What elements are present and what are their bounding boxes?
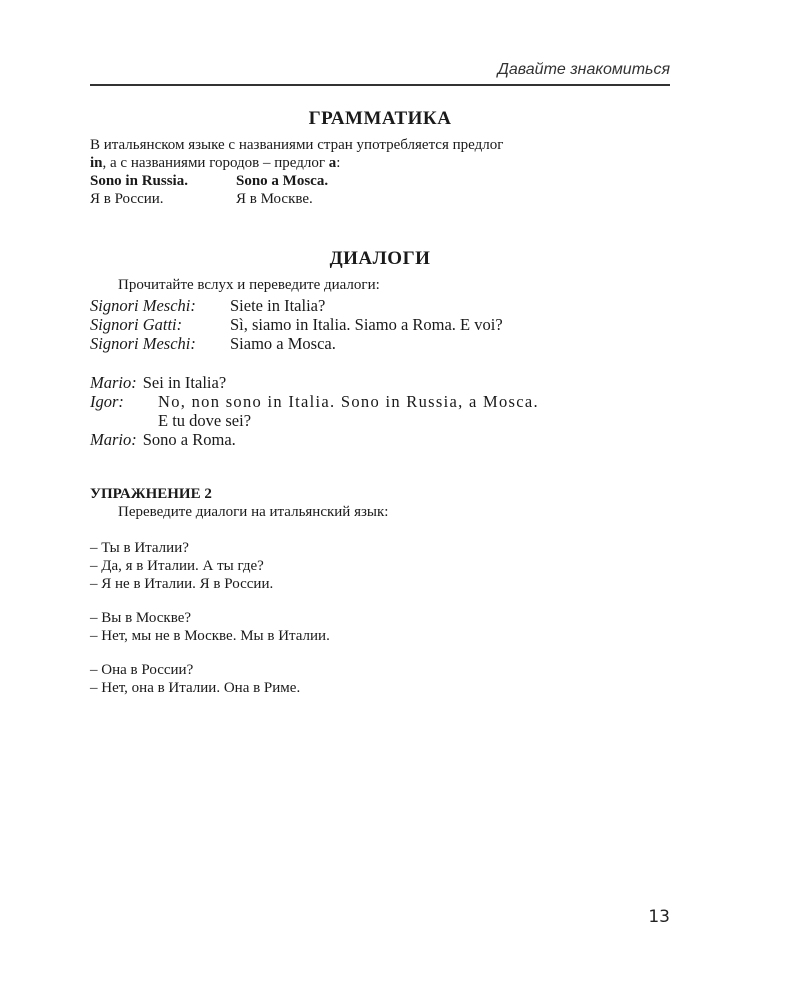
grammar-rule-end: : (336, 155, 341, 171)
exercise-group-3 (90, 661, 670, 697)
dialog-line (90, 373, 670, 392)
dialog-speech: Sei in Italia? (142, 373, 227, 392)
exercise-group-2 (90, 609, 670, 645)
exercise-line: – Вы в Москве? (90, 610, 192, 626)
dialog-speech: Siete in Italia? (230, 296, 326, 315)
example-russian-1: Я в России. (90, 191, 164, 207)
grammar-title: ГРАММАТИКА (308, 108, 452, 129)
dialog-speech: Sì, siamo in Italia. Siamo a Roma. E voi? (230, 315, 503, 334)
dialog-speaker: Mario: (90, 430, 137, 449)
grammar-rule-line-2 (90, 154, 670, 172)
example-russian-2: Я в Москве. (236, 191, 313, 207)
exercise-line: – Да, я в Италии. А ты где? (90, 558, 264, 574)
page-content (90, 108, 670, 697)
spacer (90, 449, 670, 485)
exercise-line: – Я не в Италии. Я в России. (90, 576, 274, 592)
dialog-speech-text: No, non sono in Italia. Sono in Russia, a Mosca. (158, 392, 539, 411)
dialogs-section (90, 248, 670, 449)
example-italian-2: Sono a Mosca. (236, 173, 329, 189)
grammar-section (90, 108, 670, 208)
dialog-line (90, 334, 670, 353)
spacer (90, 593, 670, 609)
dialog-speaker: Signori Gatti: (90, 315, 183, 334)
grammar-rule-middle: , а с названиями городов – предлог (102, 155, 329, 171)
example-italian-1: Sono in Russia. (90, 173, 188, 189)
dialog-speech: Sono a Roma. (142, 430, 236, 449)
dialog-line (90, 315, 670, 334)
dialog-line (90, 430, 670, 449)
exercise-line: – Нет, мы не в Москве. Мы в Италии. (90, 628, 330, 644)
dialog-speech-continued: E tu dove sei? (158, 411, 252, 430)
dialog-line (90, 392, 670, 430)
spacer (90, 353, 670, 373)
header-rule (90, 84, 670, 86)
book-page (90, 0, 670, 1000)
spacer (90, 208, 670, 248)
dialog-speaker: Mario: (90, 373, 137, 392)
dialogs-title: ДИАЛОГИ (329, 248, 431, 269)
grammar-rule-line-1: В итальянском языке с названиями стран употребляется предлог (90, 137, 504, 153)
dialog-2 (90, 373, 670, 449)
dialog-line (90, 296, 670, 315)
dialog-1 (90, 296, 670, 353)
dialog-speech-block (158, 392, 670, 430)
running-title: Давайте знакомиться (497, 61, 670, 78)
exercise-line: – Нет, она в Италии. Она в Риме. (90, 680, 301, 696)
exercise-title: УПРАЖНЕНИЕ 2 (90, 486, 212, 502)
page-number: 13 (648, 907, 670, 927)
exercise-line: – Ты в Италии? (90, 540, 189, 556)
dialog-speech: Siamo a Mosca. (230, 334, 336, 353)
spacer (90, 523, 670, 539)
example-row-italian (90, 172, 328, 190)
exercise-section (90, 485, 670, 697)
exercise-instruction: Переведите диалоги на итальянский язык: (118, 504, 389, 520)
dialog-speaker: Igor: (90, 392, 124, 411)
preposition-in: in (90, 155, 103, 171)
grammar-examples (90, 172, 328, 208)
exercise-group-1 (90, 539, 670, 593)
preposition-a: a (328, 155, 337, 171)
dialog-speech (158, 392, 670, 411)
dialog-speaker: Signori Meschi: (90, 334, 196, 353)
dialog-speaker: Signori Meschi: (90, 296, 196, 315)
exercise-line: – Она в России? (90, 662, 194, 678)
dialogs-instruction: Прочитайте вслух и переведите диалоги: (118, 277, 380, 293)
example-row-russian (90, 190, 328, 208)
spacer (90, 645, 670, 661)
